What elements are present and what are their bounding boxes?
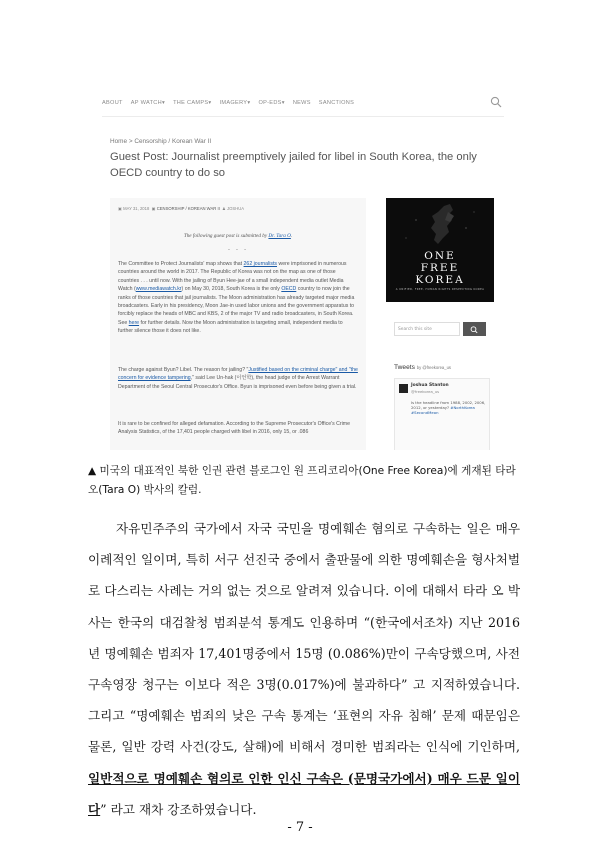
para1-text-d: country to now join the ranks of those countries that jail journalists. The Moon administration has already targeted major media broadcasters. Early in his presidency, Moon Jae-in used labor unions and the government apparatus to forcibly replace the heads of MBC and KBS, 2 of the major TV and radio broadcasters, in South Korea. See bbox=[118, 286, 355, 326]
tweets-by[interactable]: by @freekorea_us bbox=[416, 365, 452, 370]
one-free-korea-logo[interactable] bbox=[386, 198, 494, 302]
tweet-body bbox=[411, 400, 487, 416]
guest-note-suffix: . bbox=[290, 233, 293, 239]
tweet-card[interactable] bbox=[394, 378, 490, 450]
quote-link[interactable]: Justified based on the criminal charge" and "the concern for evidence tampering bbox=[118, 367, 358, 382]
mediawatch-link[interactable]: www.mediawatch.kr bbox=[135, 286, 182, 293]
post-meta: ▣ MAY 31, 2018 ▣ CENSORSHIP / KOREAN WAR II ♟ JOSHUA bbox=[118, 206, 245, 211]
logo-line-one: ONE bbox=[424, 250, 456, 262]
body-tail-text: ” 라고 재차 강조하였습니다. bbox=[100, 801, 257, 817]
guest-post-note bbox=[110, 233, 366, 239]
nav-item-sanctions[interactable]: SANCTIONS bbox=[318, 100, 355, 106]
journalists-link[interactable]: 262 journalists bbox=[243, 261, 277, 267]
tweet-author-name: Joshua Stanton bbox=[411, 383, 449, 388]
logo-line-korea: KOREA bbox=[415, 274, 465, 286]
tweet-text: Is the headline from 1988, 2002, 2006, 2012, or yesterday? bbox=[411, 400, 486, 411]
emphasized-quote: 일반적으로 명예훼손 혐의로 인한 인신 구속은 (문명국가에서) 매우 드문 일이다 bbox=[88, 770, 520, 817]
search-button-icon bbox=[463, 323, 486, 337]
post-tags[interactable]: CENSORSHIP / KOREAN WAR II bbox=[156, 206, 220, 211]
separator: - - - bbox=[227, 246, 249, 253]
tweet-author-handle: @freekorea_us bbox=[411, 389, 440, 394]
guest-note-text: The following guest post is submitted by bbox=[183, 233, 269, 239]
figure-caption: ▲ 미국의 대표적인 북한 인권 관련 블로그인 원 프리코리아(One Free Korea)에 게재된 타라 오(Tara O) 박사의 칼럼. bbox=[88, 465, 516, 496]
document-body bbox=[88, 513, 520, 825]
nav-item-op-eds[interactable]: OP-EDS▾ bbox=[258, 100, 285, 106]
author-link[interactable]: Dr. Tara O bbox=[268, 233, 291, 239]
nav-item-imagery[interactable]: IMAGERY▾ bbox=[219, 100, 251, 106]
para1-text-c: ) on May 30, 2018, South Korea is the only bbox=[181, 286, 282, 293]
avatar bbox=[399, 384, 408, 393]
post-title: Guest Post: Journalist preemptively jailed for libel in South Korea, the only OECD country to do so bbox=[110, 151, 477, 179]
site-search-input[interactable]: Search this site bbox=[394, 322, 460, 336]
para2-text-a: The charge against Byun? Libel. The reason for jailing? " bbox=[118, 367, 249, 373]
tweet-hashtags[interactable]: #NorthKorea #SecondMeon bbox=[411, 405, 475, 416]
body-plain-text: 자유민주주의 국가에서 자국 국민을 명예훼손 혐의로 구속하는 일은 매우 이례적인 일이며, 특히 서구 선진국 중에서 출판물에 의한 명예훼손을 형사처벌로 다스리는 사례는 거의 없는 것으로 알려져 있습니다. 이에 대해서 타라 오 박사는 한국의 대검찰청 범죄분석 통계도 인용하며 “(한국에서조차) 지난 2016년 명예훼손 범죄자 17,401명중에서 15명 (0.086%)만이 구속당했으며, 사전 구속영장 청구는 이보다 적은 3명(0.017%)에 불과하다” 고 지적하였습니다. 그리고 “명예훼손 범죄의 낮은 구속 통계는 ‘표현의 자유 침해’ 문제 때문임은 물론, 일반 강력 사건(강도, 살해)에 비해서 경미한 범죄라는 인식에 기인하며, bbox=[88, 521, 520, 755]
here-link[interactable]: here bbox=[128, 319, 140, 326]
nav-item-news[interactable]: NEWS bbox=[292, 100, 311, 106]
logo-tagline: A UNIFIED, FREE, HUMAN RIGHTS RESPECTING KOREA bbox=[395, 288, 485, 291]
tweets-label: Tweets bbox=[394, 364, 415, 371]
tweets-header bbox=[394, 364, 451, 371]
page-number: - 7 - bbox=[287, 820, 313, 835]
para1-text-e: for further details. Now the Moon administration is targeting small, independent media to further silence those it does not like. bbox=[118, 319, 343, 335]
body-paragraph bbox=[88, 513, 520, 825]
nav-divider bbox=[102, 116, 504, 117]
logo-text bbox=[386, 250, 494, 286]
top-navigation bbox=[102, 100, 354, 106]
para1-text-b: were imprisoned in numerous countries around the world in 2017. The Republic of Korea was not on the map as one of those countries . . . until now. With the jailing of Byun Hee-jae of a small independent media outlet Media Watch ( bbox=[118, 261, 347, 293]
breadcrumb: Home > Censorship / Korean War II bbox=[110, 138, 212, 145]
article-paragraph-2 bbox=[118, 366, 358, 391]
site-search-button[interactable] bbox=[463, 322, 486, 336]
para1-text-a: The Committee to Protect Journalists' map shows that bbox=[118, 261, 244, 267]
nav-item-about[interactable]: ABOUT bbox=[102, 100, 123, 106]
blog-screenshot bbox=[88, 80, 518, 450]
nav-item-the-camps[interactable]: THE CAMPS▾ bbox=[173, 100, 212, 106]
article-paragraph-3: It is rare to be confined for alleged defamation. According to the Supreme Prosecutor's Office's Crime Analysis Statistics, of the 17,401 people charged with libel in 2016, only 15, or .086 bbox=[118, 421, 350, 436]
post-date: MAY 31, 2018 bbox=[123, 206, 150, 211]
article-paragraph-1 bbox=[118, 260, 358, 336]
nav-item-ap-watch[interactable]: AP WATCH▾ bbox=[130, 100, 166, 106]
article-body bbox=[110, 198, 366, 450]
logo-line-free: FREE bbox=[420, 262, 460, 274]
para2-text-b: ," said Lee Un-hak (이언학), the head judge of the Arrest Warrant Department of the Seoul Central Prosecutor's Office. Byun is imprisoned even before being given a trial. bbox=[118, 375, 357, 390]
oecd-link[interactable]: OECD bbox=[281, 286, 297, 293]
post-author[interactable]: JOSHUA bbox=[227, 206, 245, 211]
search-icon[interactable] bbox=[490, 96, 502, 108]
